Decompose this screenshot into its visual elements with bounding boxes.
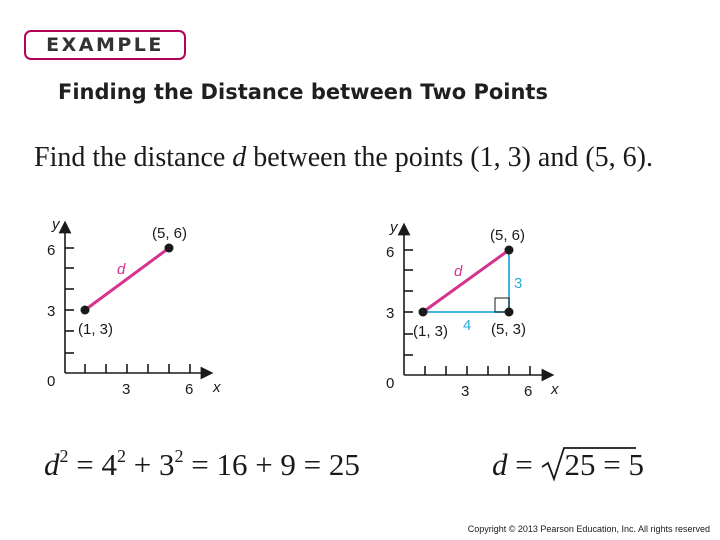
eq-part: + 3 bbox=[125, 447, 175, 482]
sqrt-symbol bbox=[540, 447, 595, 483]
eq-exponent: 2 bbox=[116, 446, 126, 466]
y-tick-label: 6 bbox=[386, 244, 395, 261]
horizontal-leg-label: 4 bbox=[463, 317, 472, 334]
y-tick-label: 3 bbox=[47, 303, 56, 320]
example-badge: EXAMPLE bbox=[24, 30, 186, 60]
eq-part: = 5 bbox=[595, 447, 644, 482]
eq-variable: d bbox=[492, 447, 508, 482]
eq-part: = 4 bbox=[68, 447, 117, 482]
distance-segment bbox=[85, 248, 169, 310]
point-b-label: (5, 6) bbox=[490, 227, 526, 244]
x-axis-label: x bbox=[551, 381, 559, 398]
problem-statement bbox=[34, 142, 653, 174]
graph-left bbox=[0, 205, 240, 405]
equation-root bbox=[492, 447, 644, 483]
vertical-leg-label: 3 bbox=[514, 275, 523, 292]
problem-prefix: Find the distance bbox=[34, 142, 233, 173]
radicand: 25 bbox=[564, 447, 596, 482]
segment-label: d bbox=[454, 263, 463, 280]
eq-part: = bbox=[507, 447, 541, 482]
eq-variable: d bbox=[44, 447, 60, 482]
point-b-label: (5, 6) bbox=[152, 225, 188, 242]
point-a-label: (1, 3) bbox=[413, 323, 449, 340]
graph-mark bbox=[404, 229, 548, 375]
distance-segment bbox=[423, 250, 509, 312]
graph-mark bbox=[542, 448, 636, 479]
y-tick-label: 6 bbox=[47, 242, 56, 259]
x-tick-label: 3 bbox=[122, 381, 131, 398]
origin-label: 0 bbox=[386, 375, 395, 392]
radical-icon bbox=[540, 445, 636, 485]
y-tick-label: 3 bbox=[386, 305, 395, 322]
x-axis-label: x bbox=[213, 379, 221, 396]
point-c bbox=[505, 308, 514, 317]
y-axis-label: y bbox=[52, 216, 60, 233]
x-tick-label: 6 bbox=[524, 383, 533, 400]
problem-suffix: between the points (1, 3) and (5, 6). bbox=[246, 142, 653, 173]
eq-exponent: 2 bbox=[174, 446, 184, 466]
x-tick-label: 6 bbox=[185, 381, 194, 398]
point-a-label: (1, 3) bbox=[78, 321, 114, 338]
y-axis-label: y bbox=[390, 219, 398, 236]
eq-part: = 16 + 9 = 25 bbox=[183, 447, 360, 482]
point-b bbox=[505, 246, 514, 255]
eq-exponent: 2 bbox=[59, 446, 69, 466]
segment-label: d bbox=[117, 261, 126, 278]
equation-squared bbox=[44, 447, 360, 483]
point-c-label: (5, 3) bbox=[491, 321, 527, 338]
graph-right bbox=[370, 205, 590, 405]
point-a bbox=[419, 308, 428, 317]
problem-variable: d bbox=[232, 142, 247, 173]
point-b bbox=[165, 244, 174, 253]
origin-label: 0 bbox=[47, 373, 56, 390]
point-a bbox=[81, 306, 90, 315]
x-tick-label: 3 bbox=[461, 383, 470, 400]
graph-mark bbox=[65, 227, 207, 373]
page-title: Finding the Distance between Two Points bbox=[58, 80, 548, 104]
copyright-notice: Copyright © 2013 Pearson Education, Inc. All rights reserved bbox=[467, 524, 710, 534]
